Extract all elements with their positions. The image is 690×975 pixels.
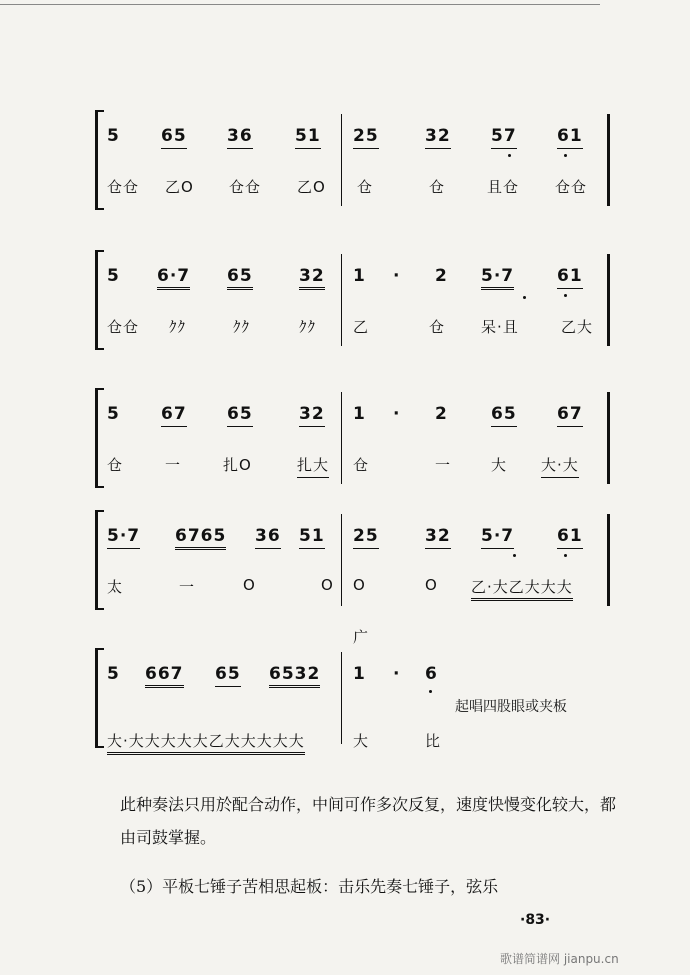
system-bracket xyxy=(95,250,104,350)
melody-note: 2 xyxy=(435,266,448,286)
melody-note: 25 xyxy=(353,526,379,549)
melody-note: 2 xyxy=(435,404,448,424)
melody-note: 65 xyxy=(215,664,241,687)
melody-note: 67 xyxy=(557,404,583,427)
melody-note: 5 xyxy=(107,126,120,146)
percussion-syllable: 仓仓 xyxy=(107,318,140,336)
melody-note: 36 xyxy=(255,526,281,549)
percussion-syllable: 乙O xyxy=(165,178,194,196)
melody-note: 32 xyxy=(425,126,451,149)
percussion-syllable: O xyxy=(321,576,334,594)
melody-note: 6 xyxy=(425,664,438,684)
melody-note: · xyxy=(393,664,401,684)
low-octave-dot xyxy=(564,154,567,157)
performance-note: 起唱四股眼或夹板 xyxy=(455,699,567,715)
percussion-syllable: 乙大 xyxy=(561,318,594,336)
percussion-syllable: 乙·大乙大大大 xyxy=(471,576,573,601)
end-barline xyxy=(607,514,610,606)
melody-note: 5 xyxy=(107,404,120,424)
percussion-syllable: 一 xyxy=(165,456,182,474)
melody-note: 1 xyxy=(353,266,366,286)
percussion-syllable: 太 xyxy=(107,578,124,596)
barline xyxy=(341,652,342,744)
percussion-syllable: 仓 xyxy=(353,456,370,474)
score-system-4 xyxy=(95,510,615,610)
percussion-syllable: 乙O xyxy=(297,178,326,196)
melody-note: 5 xyxy=(107,266,120,286)
melody-note: 51 xyxy=(299,526,325,549)
percussion-syllable: 仓仓 xyxy=(107,178,140,196)
melody-note: 25 xyxy=(353,126,379,149)
system-bracket xyxy=(95,388,104,488)
percussion-syllable: 扎O xyxy=(223,456,252,474)
score-system-1 xyxy=(95,110,615,210)
melody-note: 67 xyxy=(161,404,187,427)
melody-note: 51 xyxy=(295,126,321,149)
top-mark: 广 xyxy=(353,628,370,646)
melody-note: 65 xyxy=(227,404,253,427)
top-rule xyxy=(0,4,600,5)
melody-note: 65 xyxy=(227,266,253,290)
percussion-syllable: 扎大 xyxy=(297,454,329,478)
score-system-3 xyxy=(95,388,615,488)
melody-note: · xyxy=(393,266,401,286)
barline xyxy=(341,392,342,484)
melody-note: 65 xyxy=(491,404,517,427)
body-paragraph: 此种奏法只用於配合动作，中间可作多次反复，速度快慢变化较大，都由司鼓掌握。 xyxy=(120,795,617,847)
melody-note: · xyxy=(393,404,401,424)
subsection-heading: （5）平板七锤子苦相思起板：击乐先奏七锤子，弦乐 xyxy=(120,877,499,896)
system-bracket xyxy=(95,510,104,610)
percussion-syllable: 比 xyxy=(425,732,442,750)
melody-note: 6·7 xyxy=(157,266,190,290)
percussion-syllable: O xyxy=(425,576,438,594)
percussion-syllable: 大 xyxy=(353,732,370,750)
low-octave-dot xyxy=(513,554,516,557)
percussion-syllable: 呆·且 xyxy=(481,318,519,336)
percussion-syllable: ｸｸ xyxy=(299,318,317,336)
percussion-syllable: 仓 xyxy=(107,456,124,474)
melody-note: 5·7 xyxy=(481,266,514,290)
percussion-syllable: 大 xyxy=(491,456,508,474)
melody-note: 57 xyxy=(491,126,517,149)
percussion-syllable: ｸｸ xyxy=(233,318,251,336)
melody-note: 32 xyxy=(299,266,325,290)
melody-note: 1 xyxy=(353,404,366,424)
low-octave-dot xyxy=(508,154,511,157)
low-octave-dot xyxy=(564,554,567,557)
percussion-syllable: 仓 xyxy=(429,178,446,196)
percussion-syllable: 仓 xyxy=(429,318,446,336)
melody-note: 6765 xyxy=(175,526,226,550)
watermark: 歌谱简谱网 jianpu.cn xyxy=(500,952,619,966)
melody-note: 5·7 xyxy=(107,526,140,549)
melody-note: 32 xyxy=(425,526,451,549)
percussion-syllable: ｸｸ xyxy=(169,318,187,336)
melody-note: 61 xyxy=(557,526,583,549)
percussion-syllable: 乙 xyxy=(353,318,370,336)
melody-note: 1 xyxy=(353,664,366,684)
percussion-syllable: 大·大 xyxy=(541,454,579,478)
percussion-syllable: 仓仓 xyxy=(229,178,262,196)
melody-note: 5 xyxy=(107,664,120,684)
score-system-2 xyxy=(95,250,615,350)
melody-note: 667 xyxy=(145,664,184,688)
barline xyxy=(341,514,342,606)
percussion-syllable: 一 xyxy=(435,456,452,474)
end-barline xyxy=(607,254,610,346)
melody-note: 61 xyxy=(557,266,583,289)
system-bracket xyxy=(95,110,104,210)
melody-note: 36 xyxy=(227,126,253,149)
low-octave-dot xyxy=(523,296,526,299)
end-barline xyxy=(607,114,610,206)
page-number: ·83· xyxy=(520,912,551,928)
system-bracket xyxy=(95,648,104,748)
melody-note: 5·7 xyxy=(481,526,514,549)
melody-note: 32 xyxy=(299,404,325,427)
melody-note: 65 xyxy=(161,126,187,149)
low-octave-dot xyxy=(429,690,432,693)
percussion-syllable: O xyxy=(243,576,256,594)
barline xyxy=(341,254,342,346)
melody-note: 61 xyxy=(557,126,583,149)
percussion-syllable: O xyxy=(353,576,366,594)
percussion-syllable: 一 xyxy=(179,578,196,596)
score-system-5 xyxy=(95,628,615,750)
end-barline xyxy=(607,392,610,484)
percussion-syllable: 大·大大大大大乙大大大大大 xyxy=(107,730,305,755)
percussion-syllable: 且仓 xyxy=(487,178,520,196)
melody-note: 6532 xyxy=(269,664,320,688)
low-octave-dot xyxy=(564,294,567,297)
percussion-syllable: 仓仓 xyxy=(555,178,588,196)
barline xyxy=(341,114,342,206)
percussion-syllable: 仓 xyxy=(357,178,374,196)
